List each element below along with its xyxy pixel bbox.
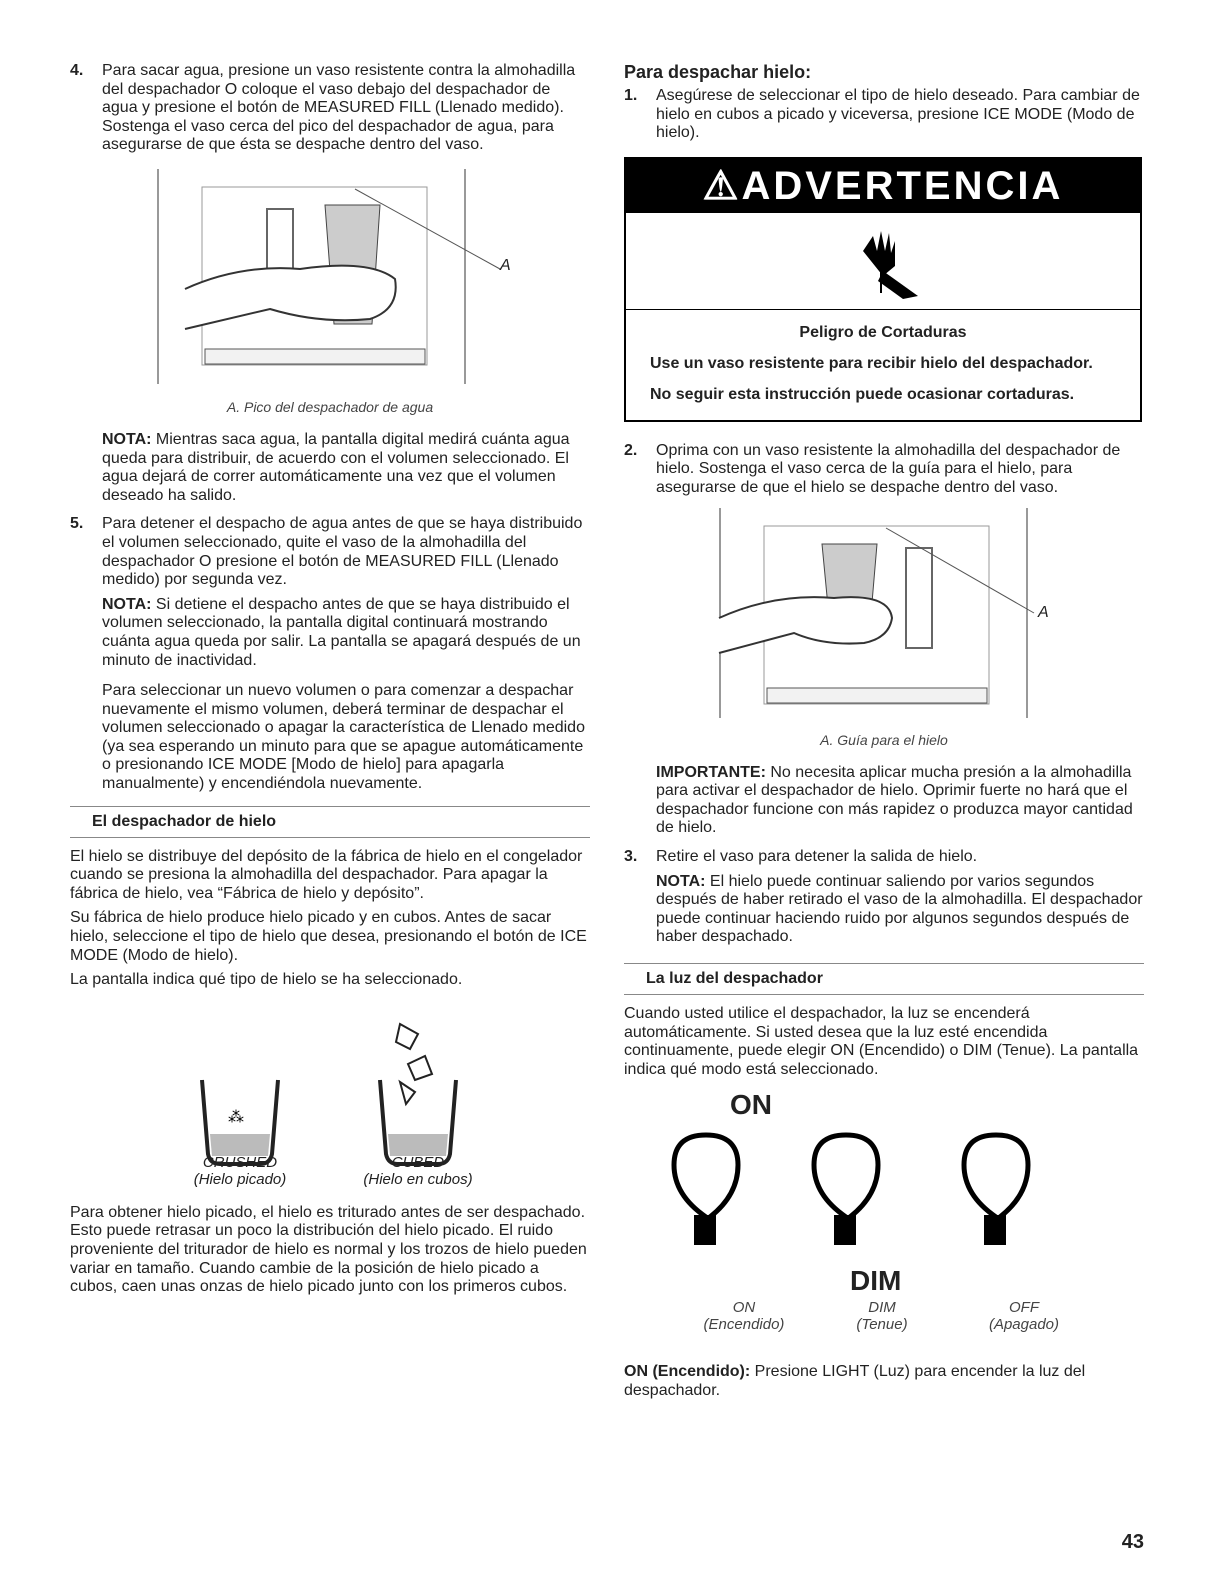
figure-caption: A. Guía para el hielo [820, 731, 948, 748]
light-bulbs-illustration [624, 1125, 1144, 1275]
crushed-ice-paragraph: Para obtener hielo picado, el hielo es triturado antes de ser despachado. Esto puede retrasar un poco la distribución del hielo picado. El ruido proveniente del triturador de hielo es normal y los trozos de hielo pueden variar en tamaño. Cuando cambie de la posición de hielo picado a cubos, caen unas onzas de hielo picado junto con los primeros cubos. [70, 1203, 587, 1296]
bulb-caption-on [684, 1299, 804, 1333]
crushed-label [170, 1154, 310, 1188]
bulb-caption-off [964, 1299, 1084, 1333]
water-dispenser-figure [70, 169, 590, 407]
bulb-dim-icon [814, 1135, 878, 1245]
note-text: El hielo puede continuar saliendo por varios segundos después de haber retirado el vaso de la almohadilla. El despachador puede continuar haciendo ruido por algunos segundos después de haber despachado. [656, 872, 1143, 946]
step-text: Retire el vaso para detener la salida de hielo. [656, 847, 978, 865]
ice-dispenser-illustration [624, 508, 1144, 738]
ice-paragraph-1: El hielo se distribuye del depósito de la fábrica de hielo en el congelador cuando se presiona la almohadilla del despachador. Para apagar la fábrica de hielo, vea “Fábrica de hielo y depósito”. [70, 847, 583, 902]
warning-body [626, 310, 1140, 420]
warning-text-1: Use un vaso resistente para recibir hielo del despachador. [650, 354, 1093, 372]
bulb-off-icon [964, 1135, 1028, 1245]
warning-title: Peligro de Cortaduras [799, 323, 967, 341]
on-mode-text: Presione LIGHT (Luz) para encender la luz del despachador. [624, 1363, 1086, 1399]
page-number: 43 [1121, 1531, 1144, 1553]
section-ice-dispenser: El despachador de hielo [70, 806, 590, 838]
on-display-text: ON [730, 1089, 772, 1121]
light-paragraph: Cuando usted utilice el despachador, la luz se encenderá automáticamente. Si usted desea que la luz esté encendida continuamente, puede elegir ON (Encendido) o DIM (Tenue). La pantalla indica qué modo está seleccionado. [624, 1004, 1139, 1078]
step-number: 1. [624, 87, 638, 104]
figure-caption: A. Pico del despachador de agua [226, 398, 434, 415]
on-mode-paragraph [624, 1363, 1144, 1400]
step-number: 5. [70, 515, 84, 533]
bulb-dim-sub: (Tenue) [856, 1316, 908, 1334]
note-2 [70, 596, 590, 670]
light-modes-figure [624, 1089, 1144, 1349]
figure-callout-a: A [1038, 603, 1049, 621]
warning-header: ⚠ADVERTENCIA [626, 159, 1140, 213]
warning-box [624, 157, 1142, 422]
figure-callout-a: A [500, 256, 511, 274]
cubed-label [348, 1154, 488, 1188]
section-dispenser-light: La luz del despachador [624, 963, 1144, 995]
step-text: Asegúrese de seleccionar el tipo de hielo deseado. Para cambiar de hielo en cubos a picado y viceversa, presione ICE MODE (Modo de hielo). [656, 87, 1140, 142]
left-column [70, 62, 590, 1297]
note-text: Mientras saca agua, la pantalla digital medirá cuánta agua queda para distribuir, de acuerdo con el volumen seleccionado. El agua dejará de correr automáticamente una vez que el volumen deseado ha salido. [102, 430, 570, 504]
ice-paragraph-2: Su fábrica de hielo produce hielo picado y en cubos. Antes de sacar hielo, seleccione el tipo de hielo que desea, presionando el botón de ICE MODE (Modo de hielo). [70, 909, 587, 964]
step-1 [624, 87, 1144, 143]
step-text: Oprima con un vaso resistente la almohadilla del despachador de hielo. Sostenga el vaso cerca de la guía para el hielo, para asegurarse de que el hielo se despache dentro del vaso. [656, 441, 1121, 496]
step-2 [624, 442, 1144, 498]
note-text: Si detiene el despacho antes de que se haya distribuido el volumen seleccionado, la pantalla digital continuará mostrando cuánta agua queda por salir. La pantalla se apagará después de un minuto de inactividad. [102, 595, 581, 669]
bulb-dim-label: DIM [868, 1299, 896, 1317]
step-3 [624, 848, 1144, 867]
note-label: NOTA: [102, 595, 152, 613]
cut-hazard-icon [626, 213, 1140, 310]
cubed-title: CUBED [391, 1153, 445, 1171]
right-column [624, 62, 1144, 1400]
ice-cups-illustration [70, 1004, 590, 1174]
bulb-on-label: ON [732, 1299, 756, 1317]
step-number: 3. [624, 847, 638, 865]
important-text: No necesita aplicar mucha presión a la almohadilla para activar el despachador de hielo. Oprimir fuerte no hará que el despachador funcione con más rapidez o produzca mayor cantidad de hielo. [656, 763, 1133, 837]
step-number: 2. [624, 441, 638, 459]
warning-text-2: No seguir esta instrucción puede ocasionar cortaduras. [650, 385, 1075, 403]
select-volume-paragraph: Para seleccionar un nuevo volumen o para comenzar a despachar nuevamente el mismo volumen, deberá terminar de despachar el volumen seleccionado o apagar la característica de Llenado medido (ya sea esperando un minuto para que se apague automáticamente o presionando ICE MODE [Modo de hielo] para apagarla manualmente) y encendiéndola nuevamente. [102, 682, 585, 793]
bulb-on-sub: (Encendido) [703, 1316, 785, 1334]
crushed-subtitle: (Hielo picado) [193, 1170, 287, 1188]
step-number: 4. [70, 62, 84, 79]
note-label: NOTA: [656, 872, 706, 890]
hand-cut-icon [843, 221, 923, 301]
note-3 [624, 873, 1144, 947]
bulb-caption-dim [822, 1299, 942, 1333]
note-1 [70, 431, 590, 505]
dispense-ice-heading: Para despachar hielo: [624, 62, 812, 82]
important-label: IMPORTANTE: [656, 763, 766, 781]
bulb-off-label: OFF [1009, 1299, 1039, 1317]
ice-dispenser-figure [624, 508, 1144, 738]
ice-paragraph-3: La pantalla indica qué tipo de hielo se ha seleccionado. [70, 971, 463, 989]
ice-type-figure [70, 1004, 590, 1244]
crushed-ice-pieces-icon: ⁂ [228, 1108, 244, 1126]
on-mode-label: ON (Encendido): [624, 1363, 751, 1381]
cubed-subtitle: (Hielo en cubos) [363, 1170, 473, 1188]
bulb-on-icon [674, 1135, 738, 1245]
important-note [624, 764, 1144, 838]
note-label: NOTA: [102, 430, 152, 448]
dim-display-text: DIM [850, 1265, 902, 1297]
step-5 [70, 515, 590, 589]
bulb-off-sub: (Apagado) [988, 1316, 1060, 1334]
water-dispenser-illustration [70, 169, 590, 407]
step-text: Para detener el despacho de agua antes de que se haya distribuido el volumen seleccionado, quite el vaso de la almohadilla del despachador O presione el botón de MEASURED FILL (Llenado medido) por segunda vez. [102, 515, 583, 589]
step-4 [70, 62, 590, 155]
step-text: Para sacar agua, presione un vaso resistente contra la almohadilla del despachador O coloque el vaso debajo del despachador de agua y presione el botón de MEASURED FILL (Llenado medido). Sostenga el vaso cerca del pico del despachador de agua, para asegurarse de que ésta se despache dentro del vaso. [102, 62, 576, 154]
crushed-title: CRUSHED [202, 1153, 278, 1171]
